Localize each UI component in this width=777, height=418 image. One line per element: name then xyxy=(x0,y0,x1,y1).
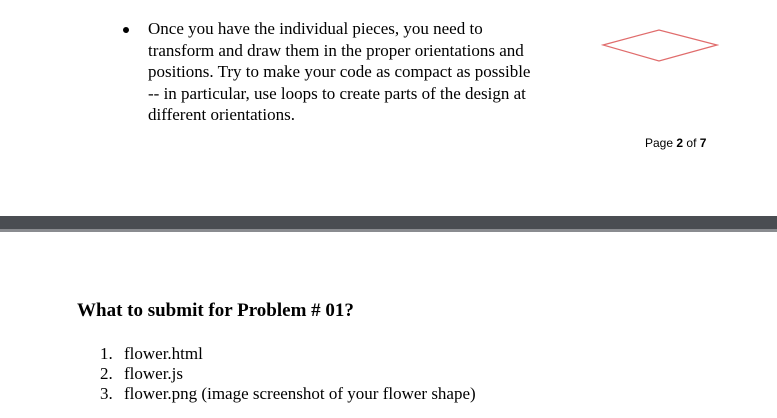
file-list-item xyxy=(100,344,476,364)
bullet-line: -- in particular, use loops to create parts of the design at xyxy=(148,83,526,103)
bullet-line: different orientations. xyxy=(148,105,295,124)
page-number-current: 2 xyxy=(676,136,684,150)
file-list-number: 3. xyxy=(100,384,113,403)
diamond-outline xyxy=(603,30,717,61)
bullet-list xyxy=(122,18,562,126)
file-list-item xyxy=(100,364,476,384)
page-number-total: 7 xyxy=(699,136,707,150)
file-list-number: 1. xyxy=(100,344,113,363)
file-name: flower.js xyxy=(124,364,184,383)
section-heading: What to submit for Problem # 01? xyxy=(77,300,354,321)
bullet-line: Once you have the individual pieces, you need to xyxy=(148,19,483,38)
bullet-dot-icon xyxy=(123,27,129,33)
file-name: flower.png (image screenshot of your flower shape) xyxy=(124,384,476,403)
page-number-of: of xyxy=(686,136,697,150)
bullet-item xyxy=(122,18,562,126)
bullet-line: transform and draw them in the proper orientations and xyxy=(148,40,524,60)
submission-file-list xyxy=(100,344,476,404)
file-list-number: 2. xyxy=(100,364,113,383)
bullet-line: positions. Try to make your code as compact as possible xyxy=(148,62,531,81)
document-page-bottom xyxy=(0,232,777,418)
page-number-prefix: Page xyxy=(645,136,674,150)
page-separator xyxy=(0,216,777,232)
file-name: flower.html xyxy=(124,344,203,363)
diamond-shape-icon xyxy=(601,28,719,64)
page-number xyxy=(645,136,706,150)
file-list-item xyxy=(100,384,476,404)
